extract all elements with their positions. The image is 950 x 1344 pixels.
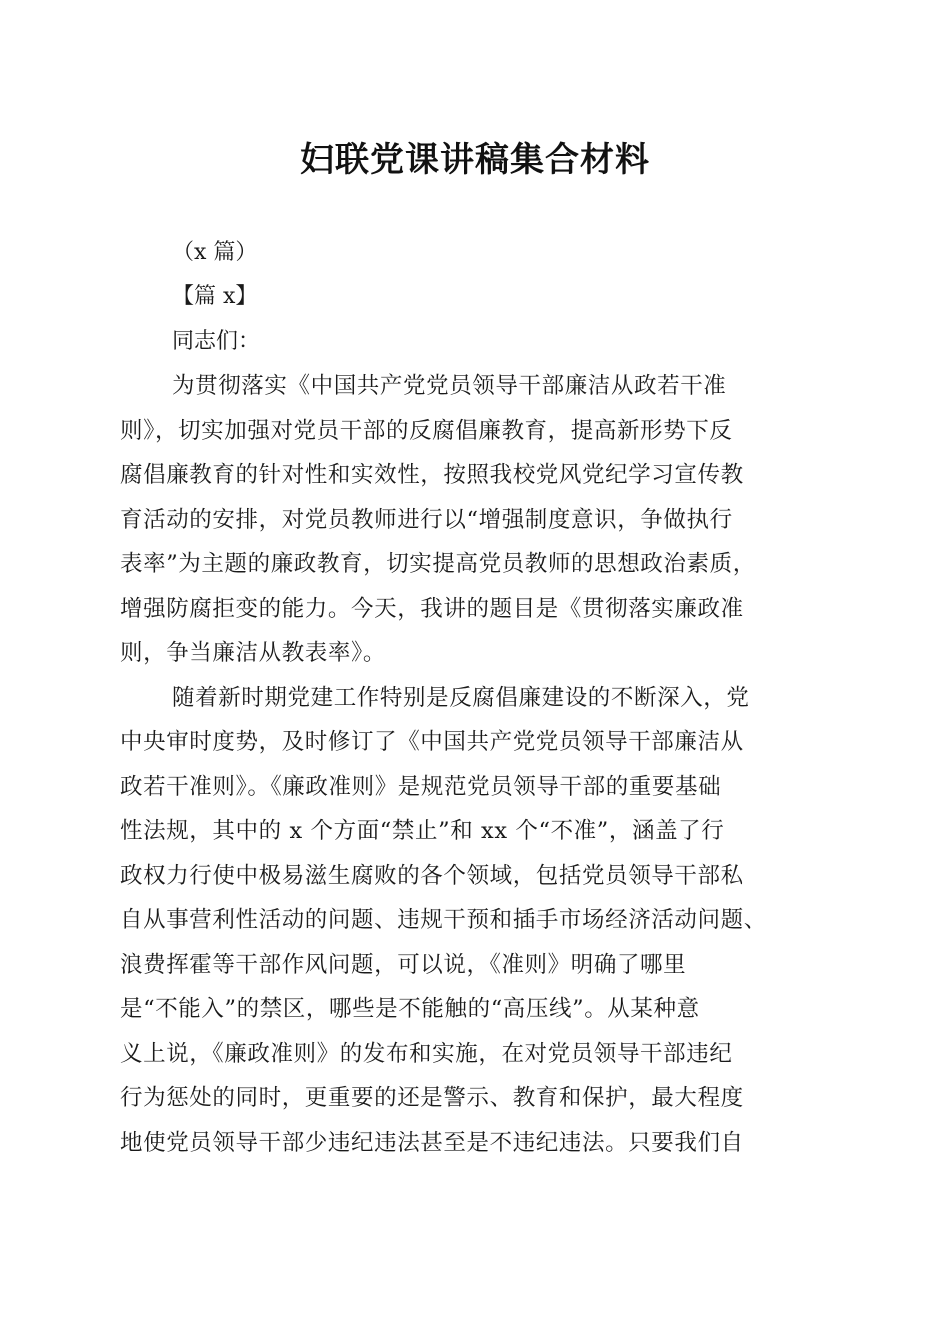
greeting: 同志们： <box>172 329 261 354</box>
paragraph-2-line-1: 随着新时期党建工作特别是反腐倡廉建设的不断深入，党 <box>172 685 750 711</box>
paragraph-2-line-9: 义上说，《廉政准则》的发布和实施，在对党员领导干部违纪 <box>120 1041 733 1067</box>
paragraph-1-line-7: 则，争当廉洁从教表率》。 <box>120 640 386 666</box>
paragraph-2-line-3: 政若干准则》。《廉政准则》是规范党员领导干部的重要基础 <box>120 774 722 800</box>
document-title: 妇联党课讲稿集合材料 <box>300 140 650 180</box>
paragraph-1-line-3: 腐倡廉教育的针对性和实效性，按照我校党风党纪学习宣传教 <box>120 462 744 488</box>
document-subtitle: （x 篇） <box>172 240 258 265</box>
paragraph-2-line-8: 是“不能入”的禁区，哪些是不能触的“高压线”。从某种意 <box>120 996 700 1022</box>
paragraph-2-line-7: 浪费挥霍等干部作风问题，可以说，《准则》明确了哪里 <box>120 952 687 978</box>
paragraph-1-line-5: 表率”为主题的廉政教育，切实提高党员教师的思想政治素质， <box>120 551 756 577</box>
paragraph-2-line-2: 中央审时度势，及时修订了《中国共产党党员领导干部廉洁从 <box>120 729 744 755</box>
paragraph-2-line-5: 政权力行使中极易滋生腐败的各个领域，包括党员领导干部私 <box>120 863 744 889</box>
paragraph-1-line-2: 则》，切实加强对党员干部的反腐倡廉教育，提高新形势下反 <box>120 418 733 444</box>
paragraph-2-line-11: 地使党员领导干部少违纪违法甚至是不违纪违法。只要我们自 <box>120 1130 744 1156</box>
paragraph-1-line-6: 增强防腐拒变的能力。今天，我讲的题目是《贯彻落实廉政准 <box>120 596 744 622</box>
paragraph-1-line-4: 育活动的安排，对党员教师进行以“增强制度意识，争做执行 <box>120 507 733 533</box>
paragraph-1-line-1: 为贯彻落实《中国共产党党员领导干部廉洁从政若干准 <box>172 373 727 399</box>
section-label: 【篇 x】 <box>172 284 258 309</box>
paragraph-2-line-10: 行为惩处的同时，更重要的还是警示、教育和保护，最大程度 <box>120 1085 744 1111</box>
paragraph-2-line-6: 自从事营利性活动的问题、违规干预和插手市场经济活动问题、 <box>120 907 767 933</box>
paragraph-2-line-4: 性法规，其中的 x 个方面“禁止”和 xx 个“不准”，涵盖了行 <box>120 818 725 844</box>
